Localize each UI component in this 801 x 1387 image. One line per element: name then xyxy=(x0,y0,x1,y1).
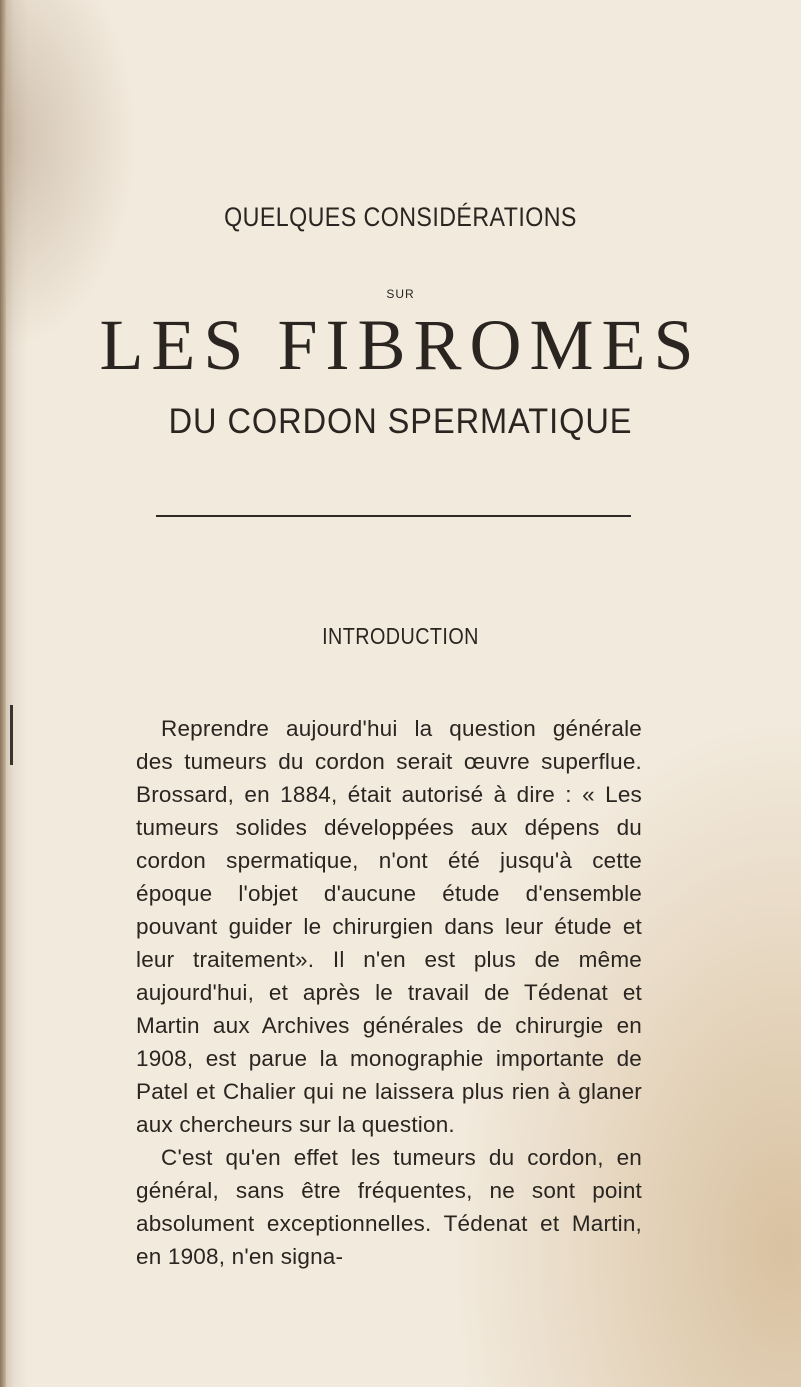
paragraph-1: Reprendre aujourd'hui la question générale des tumeurs du cordon serait œuvre superflue. Brossard, en 1884, était autorisé à dire : « Les tumeurs solides développées aux dépens du cordon spermatique, n'ont été jusqu'à cette époque l'objet d'aucune étude d'ensemble pouvant guider le chirurgien dans leur étude et leur traitement». Il n'en est plus de même aujourd'hui, et après le travail de Tédenat et Martin aux Archives générales de chirurgie en 1908, est parue la monographie importante de Patel et Chalier qui ne laissera plus rien à glaner aux chercheurs sur la question. xyxy=(136,716,642,1137)
binding-edge xyxy=(0,0,6,1387)
paragraph-2: C'est qu'en effet les tumeurs du cordon, en général, sans être fréquentes, ne sont point absolument exceptionnelles. Tédenat et Martin, en 1908, n'en signa- xyxy=(136,1145,642,1269)
title-line-cordon: DU CORDON SPERMATIQUE xyxy=(168,402,633,441)
margin-mark xyxy=(10,705,13,765)
title-line-fibromes: LES FIBROMES xyxy=(99,305,702,385)
title-line-quelques: QUELQUES CONSIDÉRATIONS xyxy=(224,202,577,232)
title-divider xyxy=(156,515,631,517)
section-heading: INTRODUCTION xyxy=(322,623,479,649)
body-text xyxy=(136,712,642,1273)
title-line-sur: SUR xyxy=(386,287,415,301)
